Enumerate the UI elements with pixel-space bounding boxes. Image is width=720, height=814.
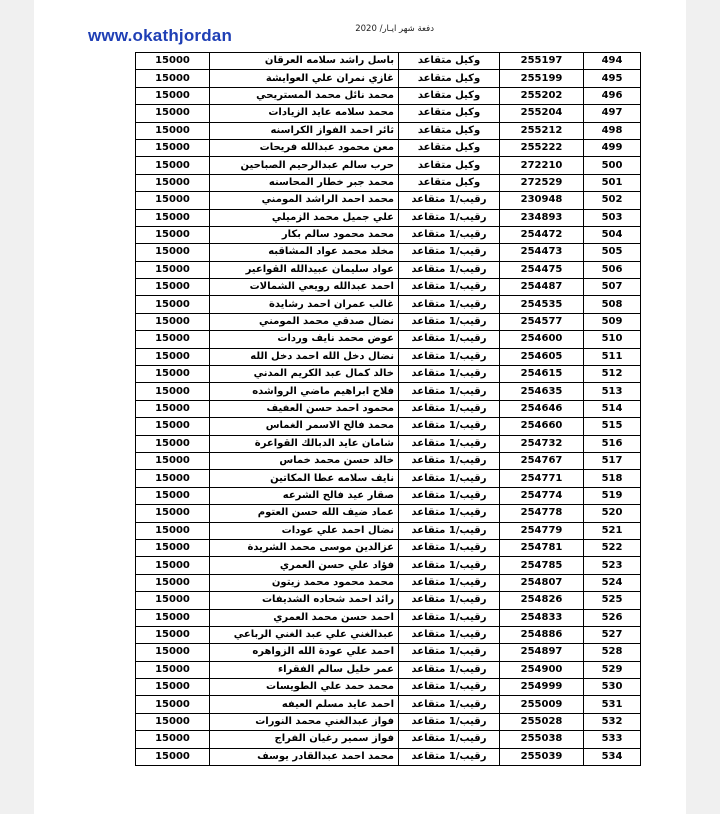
full-name-cell: ثائر احمد الفواز الكراسنه bbox=[210, 122, 399, 139]
rank-cell: رقيب/1 متقاعد bbox=[399, 557, 500, 574]
table-row bbox=[136, 522, 641, 539]
document-title: دفعة شهر ايـار/ 2020 bbox=[355, 24, 434, 34]
amount-cell: 15000 bbox=[136, 522, 210, 539]
rank-cell: رقيب/1 متقاعد bbox=[399, 522, 500, 539]
table-row bbox=[136, 713, 641, 730]
row-number-cell: 502 bbox=[584, 192, 641, 209]
table-row bbox=[136, 331, 641, 348]
rank-cell: رقيب/1 متقاعد bbox=[399, 348, 500, 365]
table-row bbox=[136, 574, 641, 591]
amount-cell: 15000 bbox=[136, 418, 210, 435]
row-number-cell: 507 bbox=[584, 279, 641, 296]
military-number-cell: 255222 bbox=[500, 139, 584, 156]
row-number-cell: 525 bbox=[584, 592, 641, 609]
amount-cell: 15000 bbox=[136, 70, 210, 87]
full-name-cell: محمد محمود سالم بكار bbox=[210, 226, 399, 243]
military-number-cell: 255197 bbox=[500, 53, 584, 70]
amount-cell: 15000 bbox=[136, 313, 210, 330]
amount-cell: 15000 bbox=[136, 157, 210, 174]
row-number-cell: 512 bbox=[584, 366, 641, 383]
rank-cell: رقيب/1 متقاعد bbox=[399, 244, 500, 261]
full-name-cell: رائد احمد شحاده الشديفات bbox=[210, 592, 399, 609]
military-number-cell: 230948 bbox=[500, 192, 584, 209]
table-row bbox=[136, 157, 641, 174]
table-row bbox=[136, 53, 641, 70]
full-name-cell: عمر خليل سالم الفقراء bbox=[210, 661, 399, 678]
row-number-cell: 534 bbox=[584, 748, 641, 765]
full-name-cell: خالد حسن محمد خماس bbox=[210, 452, 399, 469]
full-name-cell: عواد سليمان عبيدالله القواعير bbox=[210, 261, 399, 278]
full-name-cell: محمد محمود محمد زيتون bbox=[210, 574, 399, 591]
military-number-cell: 254646 bbox=[500, 400, 584, 417]
full-name-cell: احمد علي عودة الله الزواهره bbox=[210, 644, 399, 661]
table-row bbox=[136, 731, 641, 748]
table-row bbox=[136, 279, 641, 296]
table-row bbox=[136, 592, 641, 609]
row-number-cell: 503 bbox=[584, 209, 641, 226]
military-number-cell: 254785 bbox=[500, 557, 584, 574]
row-number-cell: 519 bbox=[584, 487, 641, 504]
table-row bbox=[136, 105, 641, 122]
military-number-cell: 254732 bbox=[500, 435, 584, 452]
military-number-cell: 254897 bbox=[500, 644, 584, 661]
table-row bbox=[136, 348, 641, 365]
row-number-cell: 497 bbox=[584, 105, 641, 122]
row-number-cell: 494 bbox=[584, 53, 641, 70]
military-number-cell: 255202 bbox=[500, 87, 584, 104]
military-number-cell: 254660 bbox=[500, 418, 584, 435]
row-number-cell: 506 bbox=[584, 261, 641, 278]
table-row bbox=[136, 505, 641, 522]
row-number-cell: 520 bbox=[584, 505, 641, 522]
military-number-cell: 254487 bbox=[500, 279, 584, 296]
table-row bbox=[136, 87, 641, 104]
amount-cell: 15000 bbox=[136, 696, 210, 713]
row-number-cell: 511 bbox=[584, 348, 641, 365]
amount-cell: 15000 bbox=[136, 539, 210, 556]
row-number-cell: 523 bbox=[584, 557, 641, 574]
full-name-cell: فواز سمير رغيان الفراج bbox=[210, 731, 399, 748]
amount-cell: 15000 bbox=[136, 139, 210, 156]
amount-cell: 15000 bbox=[136, 87, 210, 104]
full-name-cell: صقار عيد فالح الشرعه bbox=[210, 487, 399, 504]
row-number-cell: 517 bbox=[584, 452, 641, 469]
military-number-cell: 255028 bbox=[500, 713, 584, 730]
full-name-cell: محمد جبر خطار المحاسنه bbox=[210, 174, 399, 191]
military-number-cell: 254807 bbox=[500, 574, 584, 591]
amount-cell: 15000 bbox=[136, 661, 210, 678]
rank-cell: وكيل متقاعد bbox=[399, 174, 500, 191]
table-row bbox=[136, 679, 641, 696]
row-number-cell: 524 bbox=[584, 574, 641, 591]
full-name-cell: شامان عايد الدبالك القواعرة bbox=[210, 435, 399, 452]
full-name-cell: فواز عبدالغني محمد النورات bbox=[210, 713, 399, 730]
amount-cell: 15000 bbox=[136, 296, 210, 313]
amount-cell: 15000 bbox=[136, 557, 210, 574]
amount-cell: 15000 bbox=[136, 53, 210, 70]
rank-cell: رقيب/1 متقاعد bbox=[399, 261, 500, 278]
military-number-cell: 255038 bbox=[500, 731, 584, 748]
amount-cell: 15000 bbox=[136, 452, 210, 469]
amount-cell: 15000 bbox=[136, 505, 210, 522]
amount-cell: 15000 bbox=[136, 192, 210, 209]
row-number-cell: 530 bbox=[584, 679, 641, 696]
full-name-cell: احمد حسن محمد العمري bbox=[210, 609, 399, 626]
table-row bbox=[136, 470, 641, 487]
amount-cell: 15000 bbox=[136, 487, 210, 504]
amount-cell: 15000 bbox=[136, 470, 210, 487]
rank-cell: رقيب/1 متقاعد bbox=[399, 226, 500, 243]
rank-cell: رقيب/1 متقاعد bbox=[399, 418, 500, 435]
full-name-cell: معن محمود عبدالله فريحات bbox=[210, 139, 399, 156]
military-number-cell: 254833 bbox=[500, 609, 584, 626]
amount-cell: 15000 bbox=[136, 644, 210, 661]
full-name-cell: علي جميل محمد الزميلي bbox=[210, 209, 399, 226]
rank-cell: رقيب/1 متقاعد bbox=[399, 713, 500, 730]
military-number-cell: 254781 bbox=[500, 539, 584, 556]
beneficiaries-table bbox=[135, 52, 641, 766]
amount-cell: 15000 bbox=[136, 731, 210, 748]
amount-cell: 15000 bbox=[136, 209, 210, 226]
row-number-cell: 498 bbox=[584, 122, 641, 139]
rank-cell: وكيل متقاعد bbox=[399, 139, 500, 156]
full-name-cell: محمد احمد عبدالقادر يوسف bbox=[210, 748, 399, 765]
table-row bbox=[136, 366, 641, 383]
military-number-cell: 254778 bbox=[500, 505, 584, 522]
table-row bbox=[136, 626, 641, 643]
row-number-cell: 496 bbox=[584, 87, 641, 104]
row-number-cell: 501 bbox=[584, 174, 641, 191]
military-number-cell: 234893 bbox=[500, 209, 584, 226]
row-number-cell: 499 bbox=[584, 139, 641, 156]
military-number-cell: 254999 bbox=[500, 679, 584, 696]
table-row bbox=[136, 435, 641, 452]
rank-cell: رقيب/1 متقاعد bbox=[399, 383, 500, 400]
full-name-cell: عوض محمد نايف وردات bbox=[210, 331, 399, 348]
amount-cell: 15000 bbox=[136, 226, 210, 243]
table-row bbox=[136, 261, 641, 278]
amount-cell: 15000 bbox=[136, 105, 210, 122]
table-row bbox=[136, 418, 641, 435]
table-row bbox=[136, 226, 641, 243]
full-name-cell: محمد فالح الاسمر الغماس bbox=[210, 418, 399, 435]
table-row bbox=[136, 644, 641, 661]
full-name-cell: محمد نائل محمد المستريحي bbox=[210, 87, 399, 104]
table-row bbox=[136, 383, 641, 400]
rank-cell: رقيب/1 متقاعد bbox=[399, 209, 500, 226]
military-number-cell: 254774 bbox=[500, 487, 584, 504]
full-name-cell: نضال صدقي محمد المومني bbox=[210, 313, 399, 330]
rank-cell: رقيب/1 متقاعد bbox=[399, 296, 500, 313]
table-row bbox=[136, 539, 641, 556]
military-number-cell: 255204 bbox=[500, 105, 584, 122]
row-number-cell: 531 bbox=[584, 696, 641, 713]
row-number-cell: 528 bbox=[584, 644, 641, 661]
military-number-cell: 254577 bbox=[500, 313, 584, 330]
rank-cell: رقيب/1 متقاعد bbox=[399, 279, 500, 296]
table-row bbox=[136, 557, 641, 574]
rank-cell: رقيب/1 متقاعد bbox=[399, 505, 500, 522]
military-number-cell: 255212 bbox=[500, 122, 584, 139]
table-row bbox=[136, 244, 641, 261]
table-row bbox=[136, 487, 641, 504]
military-number-cell: 272210 bbox=[500, 157, 584, 174]
military-number-cell: 254886 bbox=[500, 626, 584, 643]
rank-cell: رقيب/1 متقاعد bbox=[399, 366, 500, 383]
full-name-cell: نضال احمد علي عودات bbox=[210, 522, 399, 539]
rank-cell: رقيب/1 متقاعد bbox=[399, 748, 500, 765]
amount-cell: 15000 bbox=[136, 400, 210, 417]
table-row bbox=[136, 400, 641, 417]
full-name-cell: عماد ضيف الله حسن العتوم bbox=[210, 505, 399, 522]
full-name-cell: غازي نمران علي العوايشة bbox=[210, 70, 399, 87]
amount-cell: 15000 bbox=[136, 574, 210, 591]
military-number-cell: 254600 bbox=[500, 331, 584, 348]
rank-cell: رقيب/1 متقاعد bbox=[399, 644, 500, 661]
full-name-cell: فلاح ابراهيم ماضي الرواشده bbox=[210, 383, 399, 400]
rank-cell: رقيب/1 متقاعد bbox=[399, 696, 500, 713]
rank-cell: رقيب/1 متقاعد bbox=[399, 592, 500, 609]
table-body bbox=[136, 53, 641, 766]
rank-cell: رقيب/1 متقاعد bbox=[399, 574, 500, 591]
rank-cell: وكيل متقاعد bbox=[399, 87, 500, 104]
row-number-cell: 518 bbox=[584, 470, 641, 487]
full-name-cell: غالب عمران احمد رشايدة bbox=[210, 296, 399, 313]
full-name-cell: حرب سالم عبدالرحيم الصباحين bbox=[210, 157, 399, 174]
military-number-cell: 254767 bbox=[500, 452, 584, 469]
rank-cell: وكيل متقاعد bbox=[399, 122, 500, 139]
table-row bbox=[136, 313, 641, 330]
amount-cell: 15000 bbox=[136, 122, 210, 139]
military-number-cell: 254615 bbox=[500, 366, 584, 383]
table-row bbox=[136, 122, 641, 139]
full-name-cell: مخلد محمد عواد المشاقبه bbox=[210, 244, 399, 261]
table-row bbox=[136, 209, 641, 226]
rank-cell: رقيب/1 متقاعد bbox=[399, 626, 500, 643]
full-name-cell: احمد عايد مسلم العيفه bbox=[210, 696, 399, 713]
row-number-cell: 529 bbox=[584, 661, 641, 678]
table-row bbox=[136, 452, 641, 469]
row-number-cell: 495 bbox=[584, 70, 641, 87]
full-name-cell: محمد حمد علي الطويسات bbox=[210, 679, 399, 696]
amount-cell: 15000 bbox=[136, 279, 210, 296]
military-number-cell: 254771 bbox=[500, 470, 584, 487]
military-number-cell: 255199 bbox=[500, 70, 584, 87]
table-row bbox=[136, 661, 641, 678]
military-number-cell: 254900 bbox=[500, 661, 584, 678]
amount-cell: 15000 bbox=[136, 609, 210, 626]
rank-cell: رقيب/1 متقاعد bbox=[399, 313, 500, 330]
military-number-cell: 254826 bbox=[500, 592, 584, 609]
military-number-cell: 254472 bbox=[500, 226, 584, 243]
rank-cell: رقيب/1 متقاعد bbox=[399, 435, 500, 452]
full-name-cell: خالد كمال عبد الكريم المدني bbox=[210, 366, 399, 383]
rank-cell: رقيب/1 متقاعد bbox=[399, 609, 500, 626]
table-row bbox=[136, 139, 641, 156]
military-number-cell: 254605 bbox=[500, 348, 584, 365]
full-name-cell: محمد سلامه عايد الزيادات bbox=[210, 105, 399, 122]
full-name-cell: عبدالغني علي عبد الغني الرباعي bbox=[210, 626, 399, 643]
rank-cell: وكيل متقاعد bbox=[399, 105, 500, 122]
row-number-cell: 513 bbox=[584, 383, 641, 400]
military-number-cell: 255009 bbox=[500, 696, 584, 713]
amount-cell: 15000 bbox=[136, 679, 210, 696]
military-number-cell: 255039 bbox=[500, 748, 584, 765]
table-row bbox=[136, 192, 641, 209]
military-number-cell: 254779 bbox=[500, 522, 584, 539]
rank-cell: رقيب/1 متقاعد bbox=[399, 661, 500, 678]
amount-cell: 15000 bbox=[136, 331, 210, 348]
amount-cell: 15000 bbox=[136, 435, 210, 452]
row-number-cell: 515 bbox=[584, 418, 641, 435]
row-number-cell: 514 bbox=[584, 400, 641, 417]
row-number-cell: 505 bbox=[584, 244, 641, 261]
rank-cell: رقيب/1 متقاعد bbox=[399, 487, 500, 504]
amount-cell: 15000 bbox=[136, 244, 210, 261]
table-row bbox=[136, 748, 641, 765]
table-row bbox=[136, 609, 641, 626]
row-number-cell: 500 bbox=[584, 157, 641, 174]
row-number-cell: 504 bbox=[584, 226, 641, 243]
amount-cell: 15000 bbox=[136, 174, 210, 191]
full-name-cell: احمد عبدالله رويعي الشمالات bbox=[210, 279, 399, 296]
full-name-cell: فؤاد علي حسن العمري bbox=[210, 557, 399, 574]
table-row bbox=[136, 296, 641, 313]
amount-cell: 15000 bbox=[136, 348, 210, 365]
amount-cell: 15000 bbox=[136, 626, 210, 643]
rank-cell: رقيب/1 متقاعد bbox=[399, 400, 500, 417]
amount-cell: 15000 bbox=[136, 366, 210, 383]
full-name-cell: عزالدين موسى محمد الشريدة bbox=[210, 539, 399, 556]
full-name-cell: نضال دخل الله احمد دخل الله bbox=[210, 348, 399, 365]
row-number-cell: 516 bbox=[584, 435, 641, 452]
amount-cell: 15000 bbox=[136, 748, 210, 765]
table-row bbox=[136, 696, 641, 713]
military-number-cell: 272529 bbox=[500, 174, 584, 191]
rank-cell: رقيب/1 متقاعد bbox=[399, 539, 500, 556]
rank-cell: رقيب/1 متقاعد bbox=[399, 192, 500, 209]
rank-cell: وكيل متقاعد bbox=[399, 53, 500, 70]
site-watermark: www.okathjordan bbox=[88, 26, 233, 45]
rank-cell: رقيب/1 متقاعد bbox=[399, 679, 500, 696]
row-number-cell: 521 bbox=[584, 522, 641, 539]
row-number-cell: 533 bbox=[584, 731, 641, 748]
full-name-cell: باسل راشد سلامه العرقان bbox=[210, 53, 399, 70]
row-number-cell: 527 bbox=[584, 626, 641, 643]
full-name-cell: محمود احمد حسن العفيف bbox=[210, 400, 399, 417]
amount-cell: 15000 bbox=[136, 261, 210, 278]
amount-cell: 15000 bbox=[136, 592, 210, 609]
rank-cell: وكيل متقاعد bbox=[399, 70, 500, 87]
amount-cell: 15000 bbox=[136, 713, 210, 730]
military-number-cell: 254635 bbox=[500, 383, 584, 400]
amount-cell: 15000 bbox=[136, 383, 210, 400]
rank-cell: وكيل متقاعد bbox=[399, 157, 500, 174]
full-name-cell: محمد احمد الراشد المومني bbox=[210, 192, 399, 209]
row-number-cell: 522 bbox=[584, 539, 641, 556]
military-number-cell: 254535 bbox=[500, 296, 584, 313]
military-number-cell: 254475 bbox=[500, 261, 584, 278]
row-number-cell: 508 bbox=[584, 296, 641, 313]
rank-cell: رقيب/1 متقاعد bbox=[399, 470, 500, 487]
table-row bbox=[136, 174, 641, 191]
row-number-cell: 532 bbox=[584, 713, 641, 730]
row-number-cell: 510 bbox=[584, 331, 641, 348]
row-number-cell: 509 bbox=[584, 313, 641, 330]
military-number-cell: 254473 bbox=[500, 244, 584, 261]
full-name-cell: نايف سلامه عطا المكاتين bbox=[210, 470, 399, 487]
table-row bbox=[136, 70, 641, 87]
rank-cell: رقيب/1 متقاعد bbox=[399, 731, 500, 748]
rank-cell: رقيب/1 متقاعد bbox=[399, 452, 500, 469]
row-number-cell: 526 bbox=[584, 609, 641, 626]
rank-cell: رقيب/1 متقاعد bbox=[399, 331, 500, 348]
